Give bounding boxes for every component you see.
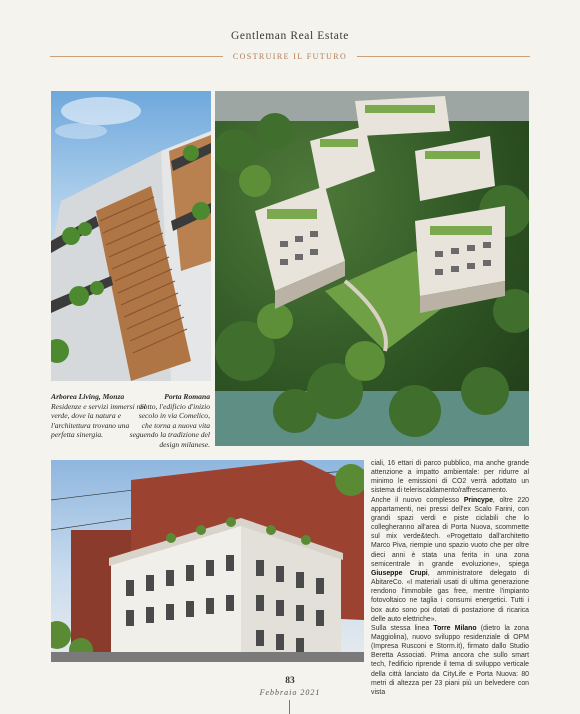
article-paragraph-3 xyxy=(371,624,529,697)
section-rule-left xyxy=(50,56,223,57)
article-body xyxy=(371,459,529,697)
article-paragraph-2 xyxy=(371,496,529,624)
photo-porta-romana-building xyxy=(51,460,364,662)
p2-bold-crupi: Giuseppe Crupi xyxy=(371,569,428,577)
article-paragraph-1: ciali, 16 ettari di parco pubblico, ma anche grande attenzione a impatto ambientale: per ridurre al minimo le emissioni di CO2 verrà adottato un sistema di teleriscaldamento/raffrescamento. xyxy=(371,460,529,495)
photo-arborea-tower xyxy=(51,91,211,381)
masthead-title: Gentleman Real Estate xyxy=(231,30,349,42)
p3-text-c: (dietro la zona Maggiolina), nuovo sviluppo residenziale di OPM (Impresa Rusconi e Storm.it), firmato dallo Studio Beretta Associati. Prima ancora che sullo smart tech, l'edificio riprende il tema di sviluppo verticale della città lanciato da CityLife e Porta Nuova: 80 metri di altezza per 23 piani più un belvedere con vista xyxy=(371,624,529,696)
p2-bold-princype: Princype xyxy=(463,496,493,504)
footer-rule xyxy=(289,700,290,714)
section-rule-right xyxy=(357,56,530,57)
section-header xyxy=(50,50,530,62)
section-label: COSTRUIRE IL FUTURO xyxy=(232,51,348,61)
p2-text-d: , amministratore delegato di AbitareCo. «I materiali usati di ultima generazione rendono l'immobile gas free, mentre l'impianto fotovoltaico ne taglia i consumi energetici. Tutti i box auto sono poi dotati di postazione di ricarica delle auto elettriche». xyxy=(371,569,529,623)
caption-arborea-text: Residenze e servizi immersi nel verde, dove la natura e l'architettura trovano una perfetta sinergia. xyxy=(51,401,146,440)
p2-text-c: , oltre 220 appartamenti, nei pressi dell'ex Scalo Farini, con grandi spazi verdi e piste ciclabili che lo collegheranno all'area di Porta Nuova, scommette sul mix verde&tech. «Progettato dall'architetto Marco Piva, riempie uno spazio vuoto che per oltre dieci anni è stata una ferita in una zona semicentrale in grande evoluzione», spiega xyxy=(371,496,529,568)
page-number: 83 xyxy=(285,676,295,686)
issue-date: Febbraio 2021 xyxy=(259,688,321,697)
caption-porta-romana-text: Sotto, l'edificio d'inizio secolo in via Comelico, che torna a nuova vita seguendo la tradizione del design milanese. xyxy=(129,401,210,449)
caption-porta-romana xyxy=(128,392,210,450)
p3-bold-torre-milano: Torre Milano xyxy=(433,624,477,632)
p2-text-a: Anche il nuovo complesso xyxy=(371,496,464,504)
photo-aerial-complex xyxy=(215,91,529,446)
caption-arborea-title: Arborea Living, Monza xyxy=(51,392,125,401)
caption-porta-romana-title: Porta Romana xyxy=(164,392,210,401)
p3-text-a: Sulla stessa linea xyxy=(371,624,434,632)
